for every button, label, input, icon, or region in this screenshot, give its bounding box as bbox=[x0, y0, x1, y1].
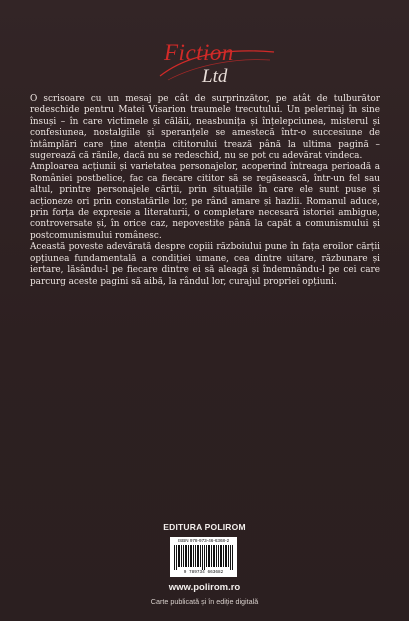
publisher-url: www.polirom.ro bbox=[168, 582, 241, 593]
barcode-digits: 9 789734 663682 bbox=[183, 570, 224, 575]
logo-fiction-word: Fiction bbox=[164, 40, 234, 65]
logo-ltd-word: Ltd bbox=[202, 66, 228, 87]
blurb-paragraph-2: Amploarea acțiunii și varietatea personajelor, acoperind întreaga perioadă a României postbelice, fac ca fiecare cititor să se regăsească, într-un fel sau altul, printre personajele cărții, prin situațiile în care ele sunt puse și acționeze ori prin constatările lor, pe rând amare și hazlii. Romanul aduce, prin forța de expresie a literaturii, o completare necesară istoriei ambigue, controversate și, în orice caz, nepovestite până la capăt a comunismului și postcomunismului românesc. bbox=[30, 162, 380, 241]
fiction-ltd-logo bbox=[158, 38, 278, 98]
barcode-icon bbox=[174, 545, 233, 570]
publisher-name: EDITURA POLIROM bbox=[163, 522, 246, 532]
digital-edition-note: Carte publicată și în ediție digitală bbox=[150, 597, 259, 606]
isbn-number: ISBN 978-973-46-6368-2 bbox=[177, 538, 230, 543]
blurb-paragraph-1: O scrisoare cu un mesaj pe cât de surprinzător, pe atât de tulburător redeschide pentru Matei Visarion traumele trecutului. Un pelerinaj în sine însuși – în care victimele și călăii, neasbunița și înțelepciunea, misterul și confesiunea, nostalgiile și speranțele se amestecă într-o succesiune de întâmplări care ține atenția cititorului trează până la ultima pagină – sugerează că rănile, dacă nu se redeschid, nu se pot cu adevărat vindeca. bbox=[30, 94, 380, 162]
back-cover-blurb bbox=[30, 94, 380, 288]
isbn-barcode bbox=[170, 537, 237, 577]
blurb-paragraph-3: Această poveste adevărată despre copiii războiului pune în fața eroilor cărții opțiunea fundamentală a condiției umane, cea dintre uitare, răzbunare și iertare, lăsându-l pe fiecare dintre ei să aleagă și îndemnându-l pe cei care parcurg aceste pagini să aibă, la rândul lor, curajul propriei opțiuni. bbox=[30, 242, 380, 287]
